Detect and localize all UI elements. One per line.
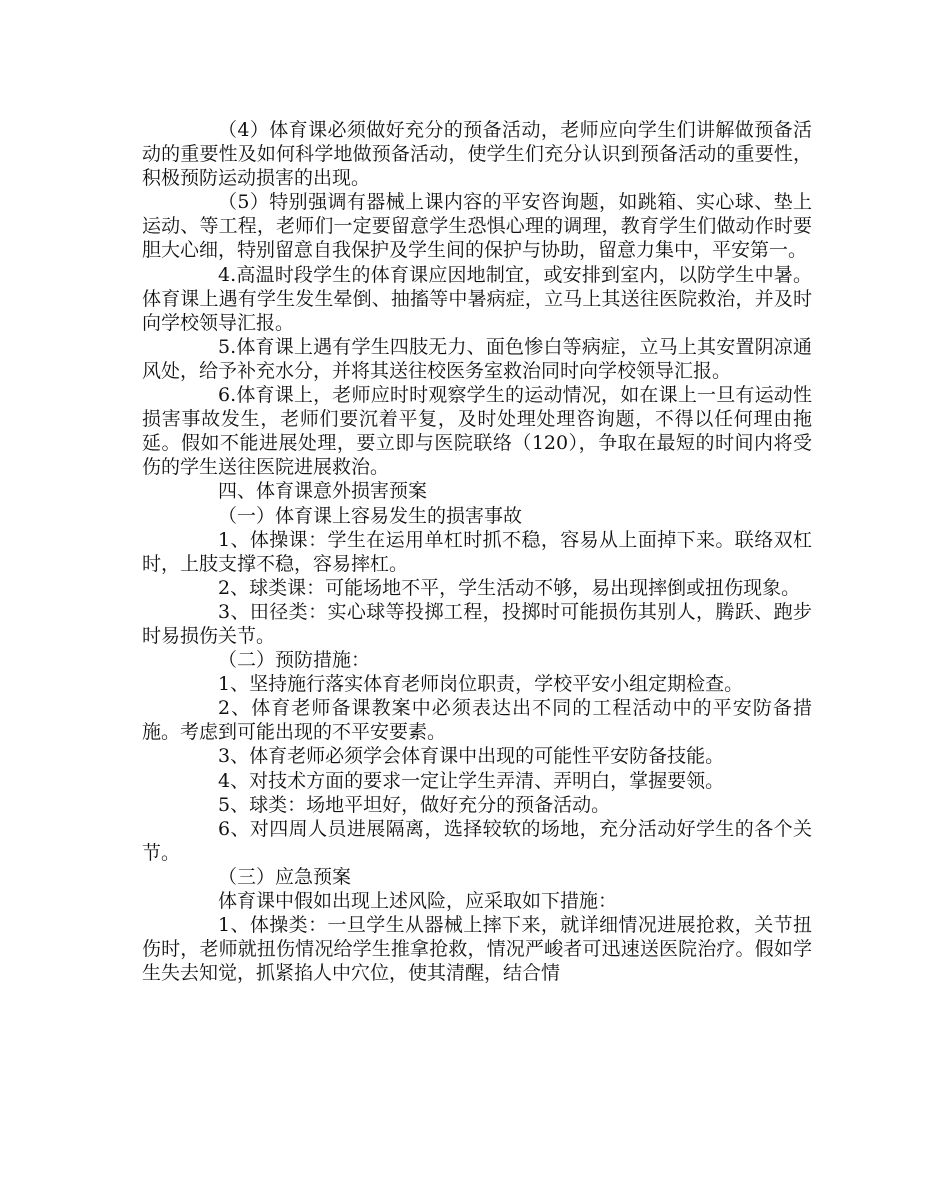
document-body (142, 118, 812, 985)
paragraph-high-temperature: 4.高温时段学生的体育课应因地制宜，或安排到室内，以防学生中暑。体育课上遇有学生发生晕倒、抽搐等中暑病症，立马上其送往医院救治，并及时向学校领导汇报。 (142, 263, 812, 334)
paragraph-prevention-4: 4、对技术方面的要求一定让学生弄清、弄明白，掌握要领。 (218, 769, 725, 792)
subsection-heading-prevention: （二）预防措施： (218, 649, 371, 672)
paragraph-weakness: 5.体育课上遇有学生四肢无力、面色惨白等病症，立马上其安置阴凉通风处，给予补充水分，并将其送往校医务室救治同时向学校领导汇报。 (142, 335, 812, 382)
paragraph-emergency-intro: 体育课中假如出现上述风险，应采取如下措施： (218, 890, 618, 912)
paragraph-track-field: 3、田径类：实心球等投掷工程，投掷时可能损伤其别人，腾跃、跑步时易损伤关节。 (142, 600, 812, 647)
paragraph-warmup: （4）体育课必须做好充分的预备活动，老师应向学生们讲解做预备活动的重要性及如何科学地做预备活动，使学生们充分认识到预备活动的重要性，积极预防运动损害的出现。 (142, 119, 812, 190)
paragraph-equipment-safety: （5）特别强调有器械上课内容的平安咨询题，如跳箱、实心球、垫上运动、等工程，老师们一定要留意学生恐惧心理的调理，教育学生们做动作时要胆大心细，特别留意自我保护及学生间的保护与协助，留意力集中，平安第一。 (142, 191, 812, 262)
section-heading-injury-plan: 四、体育课意外损害预案 (218, 480, 428, 503)
paragraph-emergency-gymnastics: 1、体操类：一旦学生从器械上摔下来，就详细情况进展抢救，关节扭伤时，老师就扭伤情况给学生推拿抢救，情况严峻者可迅速送医院治疗。假如学生失去知觉，抓紧掐人中穴位，使其清醒，结合情 (142, 914, 812, 985)
paragraph-prevention-2: 2、体育老师备课教案中必须表达出不同的工程活动中的平安防备措施。考虑到可能出现的不平安要素。 (142, 697, 812, 744)
paragraph-prevention-6: 6、对四周人员进展隔离，选择较软的场地，充分活动好学生的各个关节。 (142, 817, 812, 864)
paragraph-prevention-3: 3、体育老师必须学会体育课中出现的可能性平安防备技能。 (218, 745, 725, 768)
subsection-heading-emergency-plan: （三）应急预案 (218, 865, 352, 888)
paragraph-prevention-1: 1、坚持施行落实体育老师岗位职责，学校平安小组定期检查。 (218, 673, 744, 696)
paragraph-ball-games: 2、球类课：可能场地不平，学生活动不够，易出现摔倒或扭伤现象。 (218, 576, 801, 599)
paragraph-observation: 6.体育课上，老师应时时观察学生的运动情况，如在课上一旦有运动性损害事故发生，老师们要沉着平复，及时处理处理咨询题，不得以任何理由拖延。假如不能进展处理，要立即与医院联络（120），争取在最短的时间内将受伤的学生送往医院进展救治。 (142, 384, 812, 479)
subsection-heading-common-injuries: （一）体育课上容易发生的损害事故 (218, 504, 523, 527)
paragraph-gymnastics: 1、体操课：学生在运用单杠时抓不稳，容易从上面掉下来。联络双杠时，上肢支撑不稳，容易摔杠。 (142, 528, 812, 575)
paragraph-prevention-5: 5、球类：场地平坦好，做好充分的预备活动。 (218, 793, 611, 816)
